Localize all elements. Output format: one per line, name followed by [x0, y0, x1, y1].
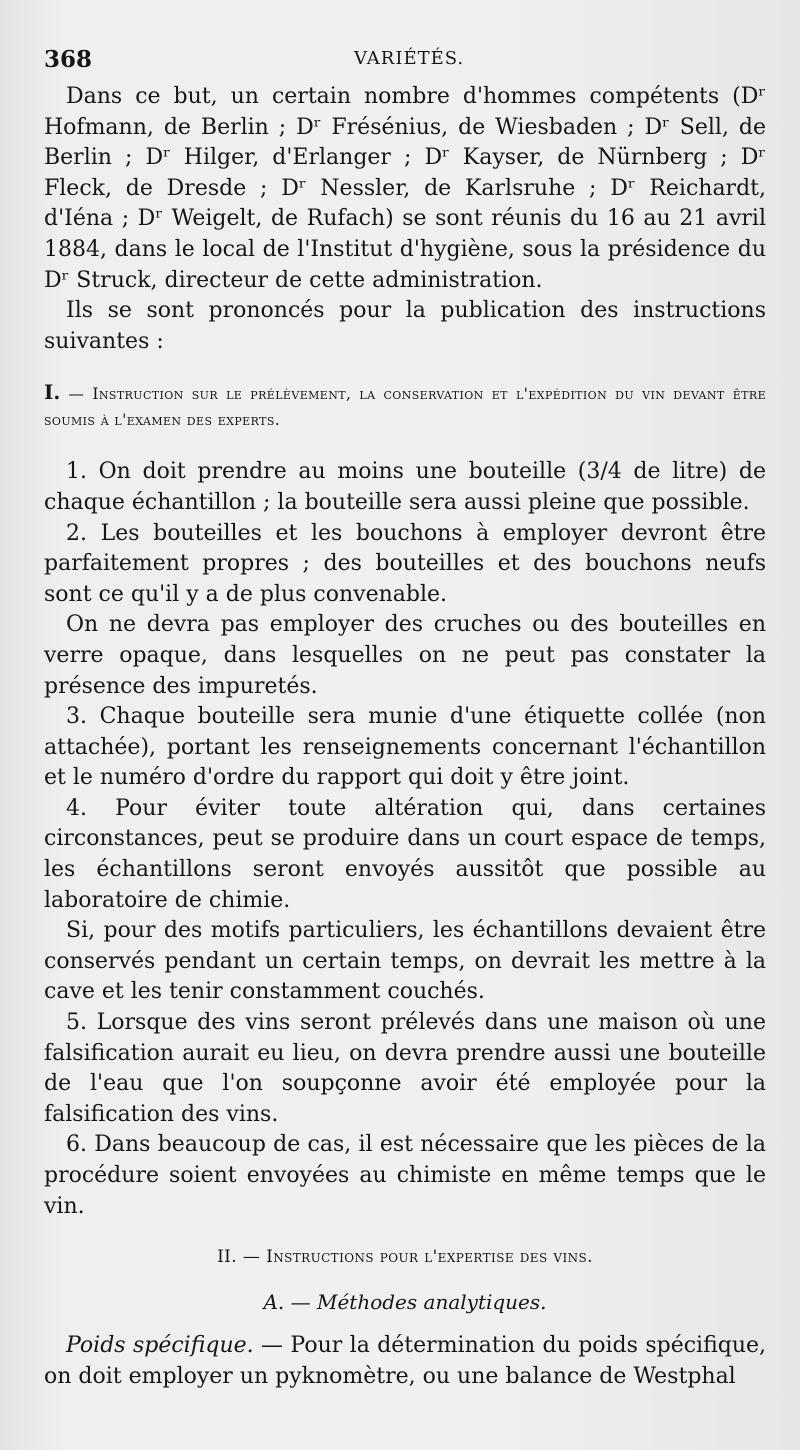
item-6: 6. Dans beaucoup de cas, il est nécessaire que les pièces de la procédure soient envoyées au chimiste en même temps que le vin.	[44, 1132, 766, 1219]
paragraph-intro: Dans ce but, un certain nombre d'hommes compétents (Dʳ Hofmann, de Berlin ; Dʳ Frésénius, de Wiesbaden ; Dʳ Sell, de Berlin ; Dʳ Hilger, d'Erlanger ; Dʳ Kayser, de Nürnberg ; Dʳ Fleck, de Dresde ; Dʳ Nessler, de Karlsruhe ; Dʳ Reichardt, d'Iéna ; Dʳ Weigelt, de Rufach) se sont réunis du 16 au 21 avril 1884, dans le local de l'Institut d'hygiène, sous la présidence du Dʳ Struck, directeur de cette administration.	[44, 84, 766, 293]
running-head: VARIÉTÉS.	[354, 48, 465, 69]
page-body	[44, 82, 766, 1393]
section-title-text: — Instruction sur le prélèvement, la conservation et l'expédition du vin devant être soumis à l'examen des experts.	[44, 385, 767, 430]
item-2: 2. Les bouteilles et les bouchons à employer devront être parfaitement propres ; des bouteilles et des bouchons neufs sont ce qu'il y a de plus convenable.	[44, 520, 766, 607]
paragraph-instructions: Ils se sont prononcés pour la publication des instructions suivantes :	[44, 298, 766, 354]
paragraph-specific-weight	[44, 1331, 766, 1392]
term-poids-specifique: Poids spécifique.	[66, 1333, 254, 1359]
specific-weight-text: — Pour la détermination du poids spécifique, on doit employer un pyknomètre, ou une balance de Westphal	[44, 1333, 767, 1389]
item-4-continued: Si, pour des motifs particuliers, les échantillons devaient être conservés pendant un certain temps, on devrait les mettre à la cave et les tenir constamment couchés.	[44, 918, 766, 1005]
section-heading-1	[44, 379, 766, 433]
item-2-continued: On ne devra pas employer des cruches ou des bouteilles en verre opaque, dans lesquelles on ne peut pas constater la présence des impuretés.	[44, 612, 766, 699]
section-number: I.	[44, 380, 61, 405]
item-3: 3. Chaque bouteille sera munie d'une étiquette collée (non attachée), portant les renseignements concernant l'échantillon et le numéro d'ordre du rapport qui doit y être joint.	[44, 704, 766, 791]
subsection-heading: A. — Méthodes analytiques.	[263, 1289, 547, 1314]
item-4: 4. Pour éviter toute altération qui, dans certaines circonstances, peut se produire dans un court espace de temps, les échantillons seront envoyés aussitôt que possible au laboratoire de chimie.	[44, 795, 766, 913]
page-number: 368	[44, 46, 93, 73]
section-heading-2: II. — Instructions pour l'expertise des vins.	[217, 1247, 593, 1268]
page-header	[44, 42, 766, 82]
item-5: 5. Lorsque des vins seront prélevés dans une maison où une falsification aurait eu lieu, on devra prendre aussi une bouteille de l'eau que l'on soupçonne avoir été employée pour la falsification des vins.	[44, 1010, 766, 1127]
item-1: 1. On doit prendre au moins une bouteille (3/4 de litre) de chaque échantillon ; la bouteille sera aussi pleine que possible.	[44, 459, 766, 515]
